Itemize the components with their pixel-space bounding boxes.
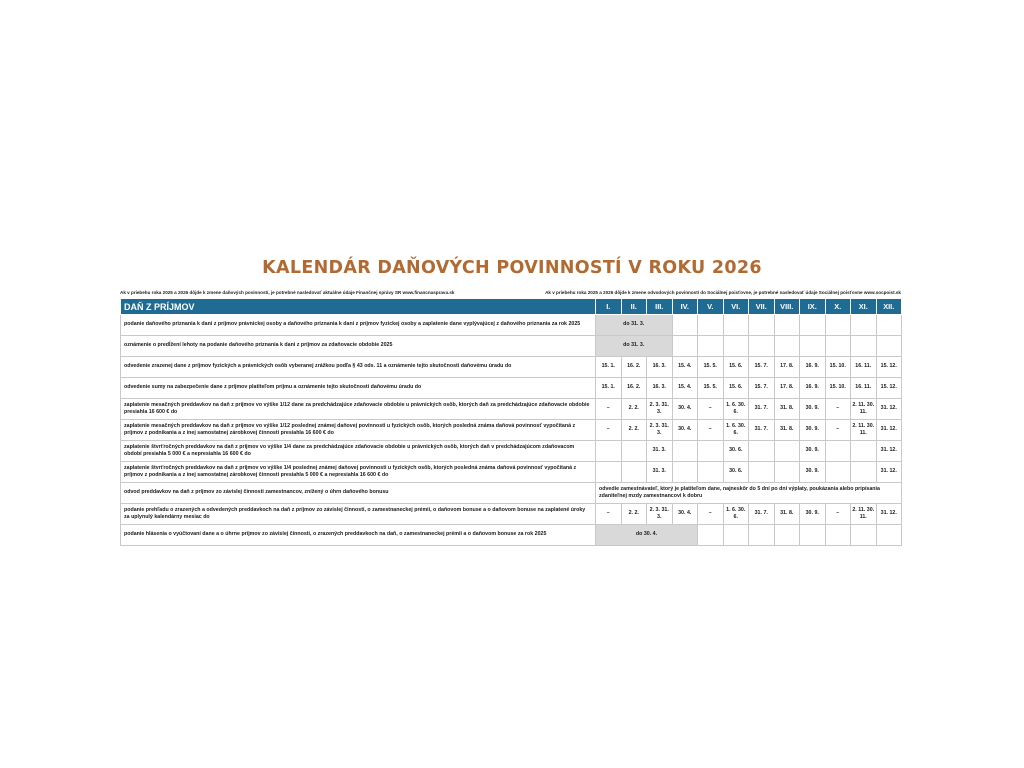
table-row <box>121 399 902 420</box>
deadline-cell: 17. 8. <box>774 378 800 399</box>
deadline-cell: 30. 6. <box>723 462 749 483</box>
row-label: oznámenie o predĺžení lehoty na podanie daňového priznania k dani z príjmov za zdaňovacie obdobie 2025 <box>121 336 596 357</box>
deadline-cell: 31. 12. <box>876 441 902 462</box>
month-header: XII. <box>876 299 902 315</box>
deadline-cell: 15. 5. <box>698 357 724 378</box>
deadline-cell: – <box>698 504 724 525</box>
deadline-cell: 15. 6. <box>723 357 749 378</box>
row-label: podanie hlásenia o vyúčtovaní dane a o úhrne príjmov zo závislej činnosti, o zrazených preddavkoch na daň, o zamestnaneckej prémii a o daňovom bonuse za rok 2025 <box>121 525 596 546</box>
row-label: odvod preddavkov na daň z príjmov zo závislej činnosti zamestnancov, znížený o úhrn daňového bonusu <box>121 483 596 504</box>
deadline-cell: do 31. 3. <box>596 315 673 336</box>
row-label: zaplatenie štvrťročných preddavkov na daň z príjmov vo výške 1/4 dane za predchádzajúce zdaňovacie obdobie u právnických osôb, ktorých daň v predchádzajúcom zdaňovacom období presiahla 5 000 € a nepresiahla 16 600 € do <box>121 441 596 462</box>
deadline-cell: 1. 6. 30. 6. <box>723 420 749 441</box>
deadline-cell: 31. 7. <box>749 504 775 525</box>
deadline-cell: 15. 6. <box>723 378 749 399</box>
deadline-cell: 16. 11. <box>851 378 877 399</box>
deadline-cell: 31. 8. <box>774 420 800 441</box>
deadline-cell: 16. 3. <box>647 357 673 378</box>
month-header: VII. <box>749 299 775 315</box>
deadline-cell <box>672 441 698 462</box>
deadline-cell: 30. 9. <box>800 420 826 441</box>
deadline-cell <box>621 462 647 483</box>
deadline-cell <box>621 441 647 462</box>
deadline-cell: 31. 3. <box>647 462 673 483</box>
month-header: X. <box>825 299 851 315</box>
deadline-cell: 31. 12. <box>876 420 902 441</box>
deadline-cell: 15. 5. <box>698 378 724 399</box>
month-header: VIII. <box>774 299 800 315</box>
month-header: IV. <box>672 299 698 315</box>
deadline-cell: 31. 12. <box>876 399 902 420</box>
deadline-cell: 2. 2. <box>621 420 647 441</box>
month-header: III. <box>647 299 673 315</box>
table-row <box>121 525 902 546</box>
deadline-cell: 15. 12. <box>876 378 902 399</box>
deadline-cell: – <box>596 420 622 441</box>
deadline-cell: 15. 1. <box>596 378 622 399</box>
deadline-cell: – <box>596 504 622 525</box>
deadline-cell <box>698 441 724 462</box>
deadline-cell: – <box>825 504 851 525</box>
row-label: odvedenie sumy na zabezpečenie dane z príjmov platiteľom príjmu a oznámenie tejto skutočnosti daňovému úradu do <box>121 378 596 399</box>
deadline-cell: 30. 9. <box>800 441 826 462</box>
deadline-cell: 30. 9. <box>800 504 826 525</box>
deadline-cell: 2. 3. 31. 3. <box>647 420 673 441</box>
deadline-cell: 2. 2. <box>621 399 647 420</box>
deadline-cell: 16. 3. <box>647 378 673 399</box>
deadline-cell <box>774 462 800 483</box>
deadline-cell: 15. 4. <box>672 357 698 378</box>
note-socialna-poistovna: Ak v priebehu roka 2025 a 2026 dôjde k zmene odvodových povinností do Sociálnej poisťovne, je potrebné nasledovať údaje Sociálnej poisťovne www.socpoist.sk <box>545 290 901 295</box>
deadline-cell: 31. 7. <box>749 420 775 441</box>
deadline-cell: do 30. 4. <box>596 525 698 546</box>
table-row <box>121 420 902 441</box>
row-label: podanie prehľadu o zrazených a odvedených preddavkoch na daň z príjmov zo závislej činnosti, o zamestnaneckej prémii, o daňovom bonuse a o daňovom bonuse na zaplatené úroky za uplynulý kalendárny mesiac do <box>121 504 596 525</box>
row-note: odvedie zamestnávateľ, ktorý je platiteľom dane, najneskôr do 5 dní po dni výplaty, poukázania alebo pripísania zdaniteľnej mzdy zamestnancovi k dobru <box>596 483 902 504</box>
table-row <box>121 336 902 357</box>
deadline-cell: – <box>698 399 724 420</box>
deadline-cell <box>851 441 877 462</box>
deadline-cell: 2. 3. 31. 3. <box>647 399 673 420</box>
table-row <box>121 483 902 504</box>
deadline-cell: 2. 11. 30. 11. <box>851 420 877 441</box>
page-title: KALENDÁR DAŇOVÝCH POVINNOSTÍ V ROKU 2026 <box>262 258 762 278</box>
deadline-cell: 1. 6. 30. 6. <box>723 399 749 420</box>
table-row <box>121 357 902 378</box>
deadline-cell: – <box>596 399 622 420</box>
deadline-cell: 15. 7. <box>749 378 775 399</box>
deadline-cell: 2. 3. 31. 3. <box>647 504 673 525</box>
deadline-cell: 15. 10. <box>825 378 851 399</box>
deadline-cell: 16. 2. <box>621 357 647 378</box>
deadline-cell: – <box>825 420 851 441</box>
deadline-cell <box>774 441 800 462</box>
deadline-cell: 15. 1. <box>596 357 622 378</box>
month-header: IX. <box>800 299 826 315</box>
deadline-cell: 31. 3. <box>647 441 673 462</box>
deadline-cell <box>596 441 622 462</box>
deadline-cell: 31. 7. <box>749 399 775 420</box>
deadline-cell: – <box>825 399 851 420</box>
table-row <box>121 378 902 399</box>
deadline-cell: 15. 10. <box>825 357 851 378</box>
deadline-cell: 2. 11. 30. 11. <box>851 504 877 525</box>
deadline-cell: 16. 2. <box>621 378 647 399</box>
tax-calendar-table <box>120 298 902 546</box>
deadline-cell: 15. 7. <box>749 357 775 378</box>
deadline-cell <box>698 462 724 483</box>
deadline-cell: 30. 6. <box>723 441 749 462</box>
deadline-cell: 31. 12. <box>876 504 902 525</box>
deadline-cell: 31. 8. <box>774 399 800 420</box>
deadline-cell: do 31. 3. <box>596 336 673 357</box>
deadline-cell: 2. 11. 30. 11. <box>851 399 877 420</box>
month-header: II. <box>621 299 647 315</box>
deadline-cell <box>825 462 851 483</box>
deadline-cell <box>749 441 775 462</box>
deadline-cell <box>672 462 698 483</box>
table-header-row <box>121 299 902 315</box>
deadline-cell: 30. 4. <box>672 504 698 525</box>
row-label: zaplatenie štvrťročných preddavkov na daň z príjmov vo výške 1/4 poslednej známej daňovej povinnosti u fyzických osôb, ktorých posledná známa daňová povinnosť vypočítaná z príjmov z podnikania a z inej samostatnej zárobkovej činnosti presiahla 5 000 € a nepresiahla 16 600 € do <box>121 462 596 483</box>
table-row <box>121 441 902 462</box>
deadline-cell: 16. 9. <box>800 357 826 378</box>
deadline-cell: 1. 6. 30. 6. <box>723 504 749 525</box>
row-label: zaplatenie mesačných preddavkov na daň z príjmov vo výške 1/12 dane za predchádzajúce zdaňovacie obdobie u právnických osôb, ktorých daň za predchádzajúce zdaňovacie obdobie presiahla 16 600 € do <box>121 399 596 420</box>
deadline-cell: 15. 4. <box>672 378 698 399</box>
deadline-cell: 17. 8. <box>774 357 800 378</box>
deadline-cell: 30. 9. <box>800 399 826 420</box>
month-header: XI. <box>851 299 877 315</box>
deadline-cell: 30. 4. <box>672 420 698 441</box>
deadline-cell: 16. 9. <box>800 378 826 399</box>
note-financna-sprava: Ak v priebehu roka 2025 a 2026 dôjde k zmene daňových povinností, je potrebné nasledovať aktuálne údaje Finančnej správy SR www.financnasprava.sk <box>120 290 455 295</box>
row-label: zaplatenie mesačných preddavkov na daň z príjmov vo výške 1/12 poslednej známej daňovej povinnosti u fyzických osôb, ktorých posledná známa daňová povinnosť vypočítaná z príjmov z podnikania a z inej samostatnej zárobkovej činnosti presiahla 16 600 € do <box>121 420 596 441</box>
deadline-cell: 30. 4. <box>672 399 698 420</box>
deadline-cell: 16. 11. <box>851 357 877 378</box>
deadline-cell: 31. 8. <box>774 504 800 525</box>
month-header: V. <box>698 299 724 315</box>
table-row <box>121 315 902 336</box>
deadline-cell: 31. 12. <box>876 462 902 483</box>
month-header: VI. <box>723 299 749 315</box>
deadline-cell: – <box>698 420 724 441</box>
deadline-cell <box>825 441 851 462</box>
deadline-cell <box>596 462 622 483</box>
row-label: odvedenie zrazenej dane z príjmov fyzických a právnických osôb vyberanej zrážkou podľa § 43 ods. 11 a oznámenie tejto skutočnosti daňovému úradu do <box>121 357 596 378</box>
deadline-cell <box>749 462 775 483</box>
deadline-cell: 30. 9. <box>800 462 826 483</box>
row-label: podanie daňového priznania k dani z príjmov právnickej osoby a daňového priznania k dani z príjmov fyzickej osoby a zaplatenie dane vyplývajúcej z daňového priznania za rok 2025 <box>121 315 596 336</box>
deadline-cell: 15. 12. <box>876 357 902 378</box>
deadline-cell: 2. 2. <box>621 504 647 525</box>
table-row <box>121 462 902 483</box>
deadline-cell <box>851 462 877 483</box>
section-header: DAŇ Z PRÍJMOV <box>121 299 596 315</box>
month-header: I. <box>596 299 622 315</box>
table-row <box>121 504 902 525</box>
